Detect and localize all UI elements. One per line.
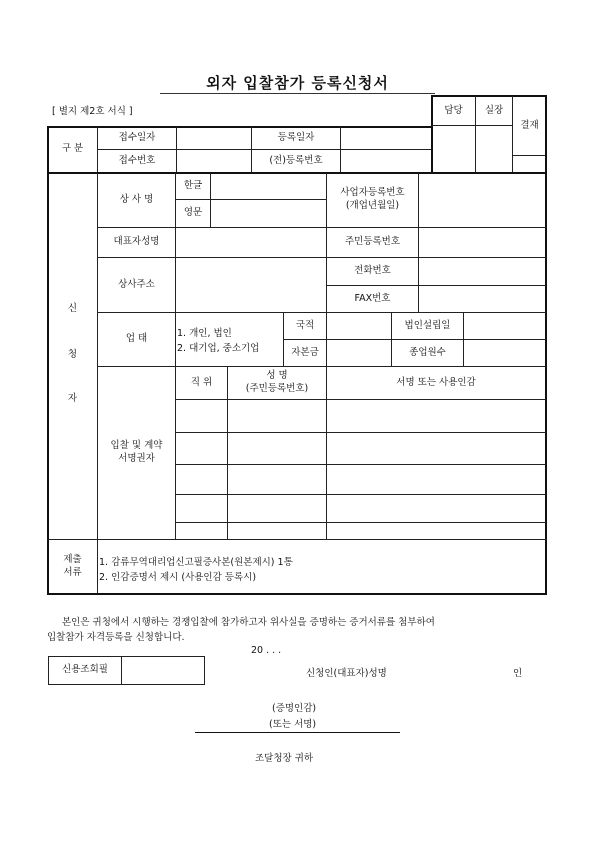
fax-label: FAX번호 xyxy=(354,292,391,304)
signatory-row[interactable] xyxy=(176,465,545,494)
applicant-char-3: 자 xyxy=(67,392,78,404)
form-code: [ 별지 제2호 서식 ] xyxy=(52,106,133,117)
credit-check-label: 신용조회필 xyxy=(62,664,108,676)
approval-staff-label: 담당 xyxy=(444,104,463,116)
english-name-field[interactable] xyxy=(211,200,326,227)
approval-manager-sign-box[interactable] xyxy=(476,126,512,172)
korean-name-field[interactable] xyxy=(211,173,326,199)
opening-date-text: (개업년월일) xyxy=(345,200,400,211)
address-field[interactable] xyxy=(176,258,326,312)
signatory-label xyxy=(98,367,175,539)
approval-manager-label: 실장 xyxy=(484,104,504,116)
signatory-row[interactable] xyxy=(176,523,545,539)
receipt-date-field[interactable] xyxy=(177,127,251,149)
english-name-label: 영문 xyxy=(183,207,203,219)
corp-est-date-field[interactable] xyxy=(464,313,545,339)
date-line: 20 . . . xyxy=(251,645,282,656)
nationality-field[interactable] xyxy=(327,313,391,339)
biz-reg-no-label xyxy=(327,173,418,227)
capital-label: 자본금 xyxy=(291,346,319,358)
nationality-label: 국적 xyxy=(295,319,315,331)
biz-reg-no-field[interactable] xyxy=(419,173,545,227)
signatory-row[interactable] xyxy=(176,433,545,464)
address-label: 상사주소 xyxy=(118,278,155,290)
prev-reg-no-label: (전)등록번호 xyxy=(269,154,323,166)
signatory-label-line1: 입찰 및 계약 xyxy=(110,440,163,452)
company-name-label: 상 사 명 xyxy=(119,193,154,205)
fax-field[interactable] xyxy=(419,286,545,312)
or-sign-label: (또는 서명) xyxy=(269,719,317,730)
reg-date-label: 등록일자 xyxy=(277,131,315,143)
prev-reg-no-field[interactable] xyxy=(341,150,431,172)
name-header-text: 성 명 xyxy=(266,370,288,382)
documents-label xyxy=(48,540,97,593)
business-type-option-2: 2. 대기업, 중소기업 xyxy=(177,343,260,354)
title-underline xyxy=(160,93,435,94)
signature-header: 서명 또는 사용인감 xyxy=(396,376,476,388)
receipt-no-field[interactable] xyxy=(177,150,251,172)
receipt-date-label: 접수일자 xyxy=(118,131,156,143)
statement-line-1: 본인은 귀청에서 시행하는 경쟁입찰에 참가하고자 위사실을 증명하는 증거서류를 첨부하여 xyxy=(62,617,435,628)
signatory-row[interactable] xyxy=(176,400,545,432)
name-header-sub: (주민등록번호) xyxy=(245,383,309,394)
documents-label-line2: 서류 xyxy=(63,566,82,578)
statement-line-2: 입찰참가 자격등록을 신청합니다. xyxy=(47,632,185,643)
documents-label-line1: 제출 xyxy=(63,553,82,565)
resident-no-field[interactable] xyxy=(419,228,545,257)
phone-field[interactable] xyxy=(419,258,545,285)
resident-no-label: 주민등록번호 xyxy=(344,236,401,248)
approval-staff-sign-box[interactable] xyxy=(432,126,475,172)
applicant-char-1: 신 xyxy=(67,302,78,314)
name-header xyxy=(228,367,326,399)
addressee: 조달청장 귀하 xyxy=(255,753,314,764)
seal-mark: 인 xyxy=(513,668,523,679)
reg-date-field[interactable] xyxy=(341,127,431,149)
rep-name-label: 대표자성명 xyxy=(113,236,160,248)
corp-est-date-label: 법인설립일 xyxy=(404,319,451,331)
credit-check-field[interactable] xyxy=(122,657,202,684)
approval-label: 결재 xyxy=(520,119,539,131)
employees-label: 종업원수 xyxy=(409,346,446,358)
cert-seal-label: (증명인감) xyxy=(272,703,317,714)
employees-field[interactable] xyxy=(464,340,545,366)
document-item-1: 1. 감류무역대리업신고필증사본(원본제시) 1통 xyxy=(99,557,293,568)
biz-reg-no-text: 사업자등록번호 xyxy=(340,187,405,199)
signatory-row[interactable] xyxy=(176,495,545,522)
form-title: 외자 입찰참가 등록신청서 xyxy=(206,74,389,92)
position-header: 직 위 xyxy=(190,376,213,388)
applicant-sign-label: 신청인(대표자)성명 xyxy=(306,668,387,679)
business-type-option-1: 1. 개인, 법인 xyxy=(177,328,232,339)
category-label: 구 분 xyxy=(61,143,84,155)
korean-name-label: 한글 xyxy=(183,179,203,191)
document-item-2: 2. 인감증명서 제시 (사용인감 등록시) xyxy=(99,572,257,583)
capital-field[interactable] xyxy=(327,340,391,366)
business-type-label: 업 태 xyxy=(125,333,148,345)
applicant-char-2: 청 xyxy=(67,348,78,360)
receipt-no-label: 접수번호 xyxy=(118,154,156,166)
phone-label: 전화번호 xyxy=(354,265,391,277)
signatory-label-line2: 서명권자 xyxy=(118,453,155,464)
rep-name-field[interactable] xyxy=(176,228,326,257)
signature-line[interactable] xyxy=(195,732,400,733)
